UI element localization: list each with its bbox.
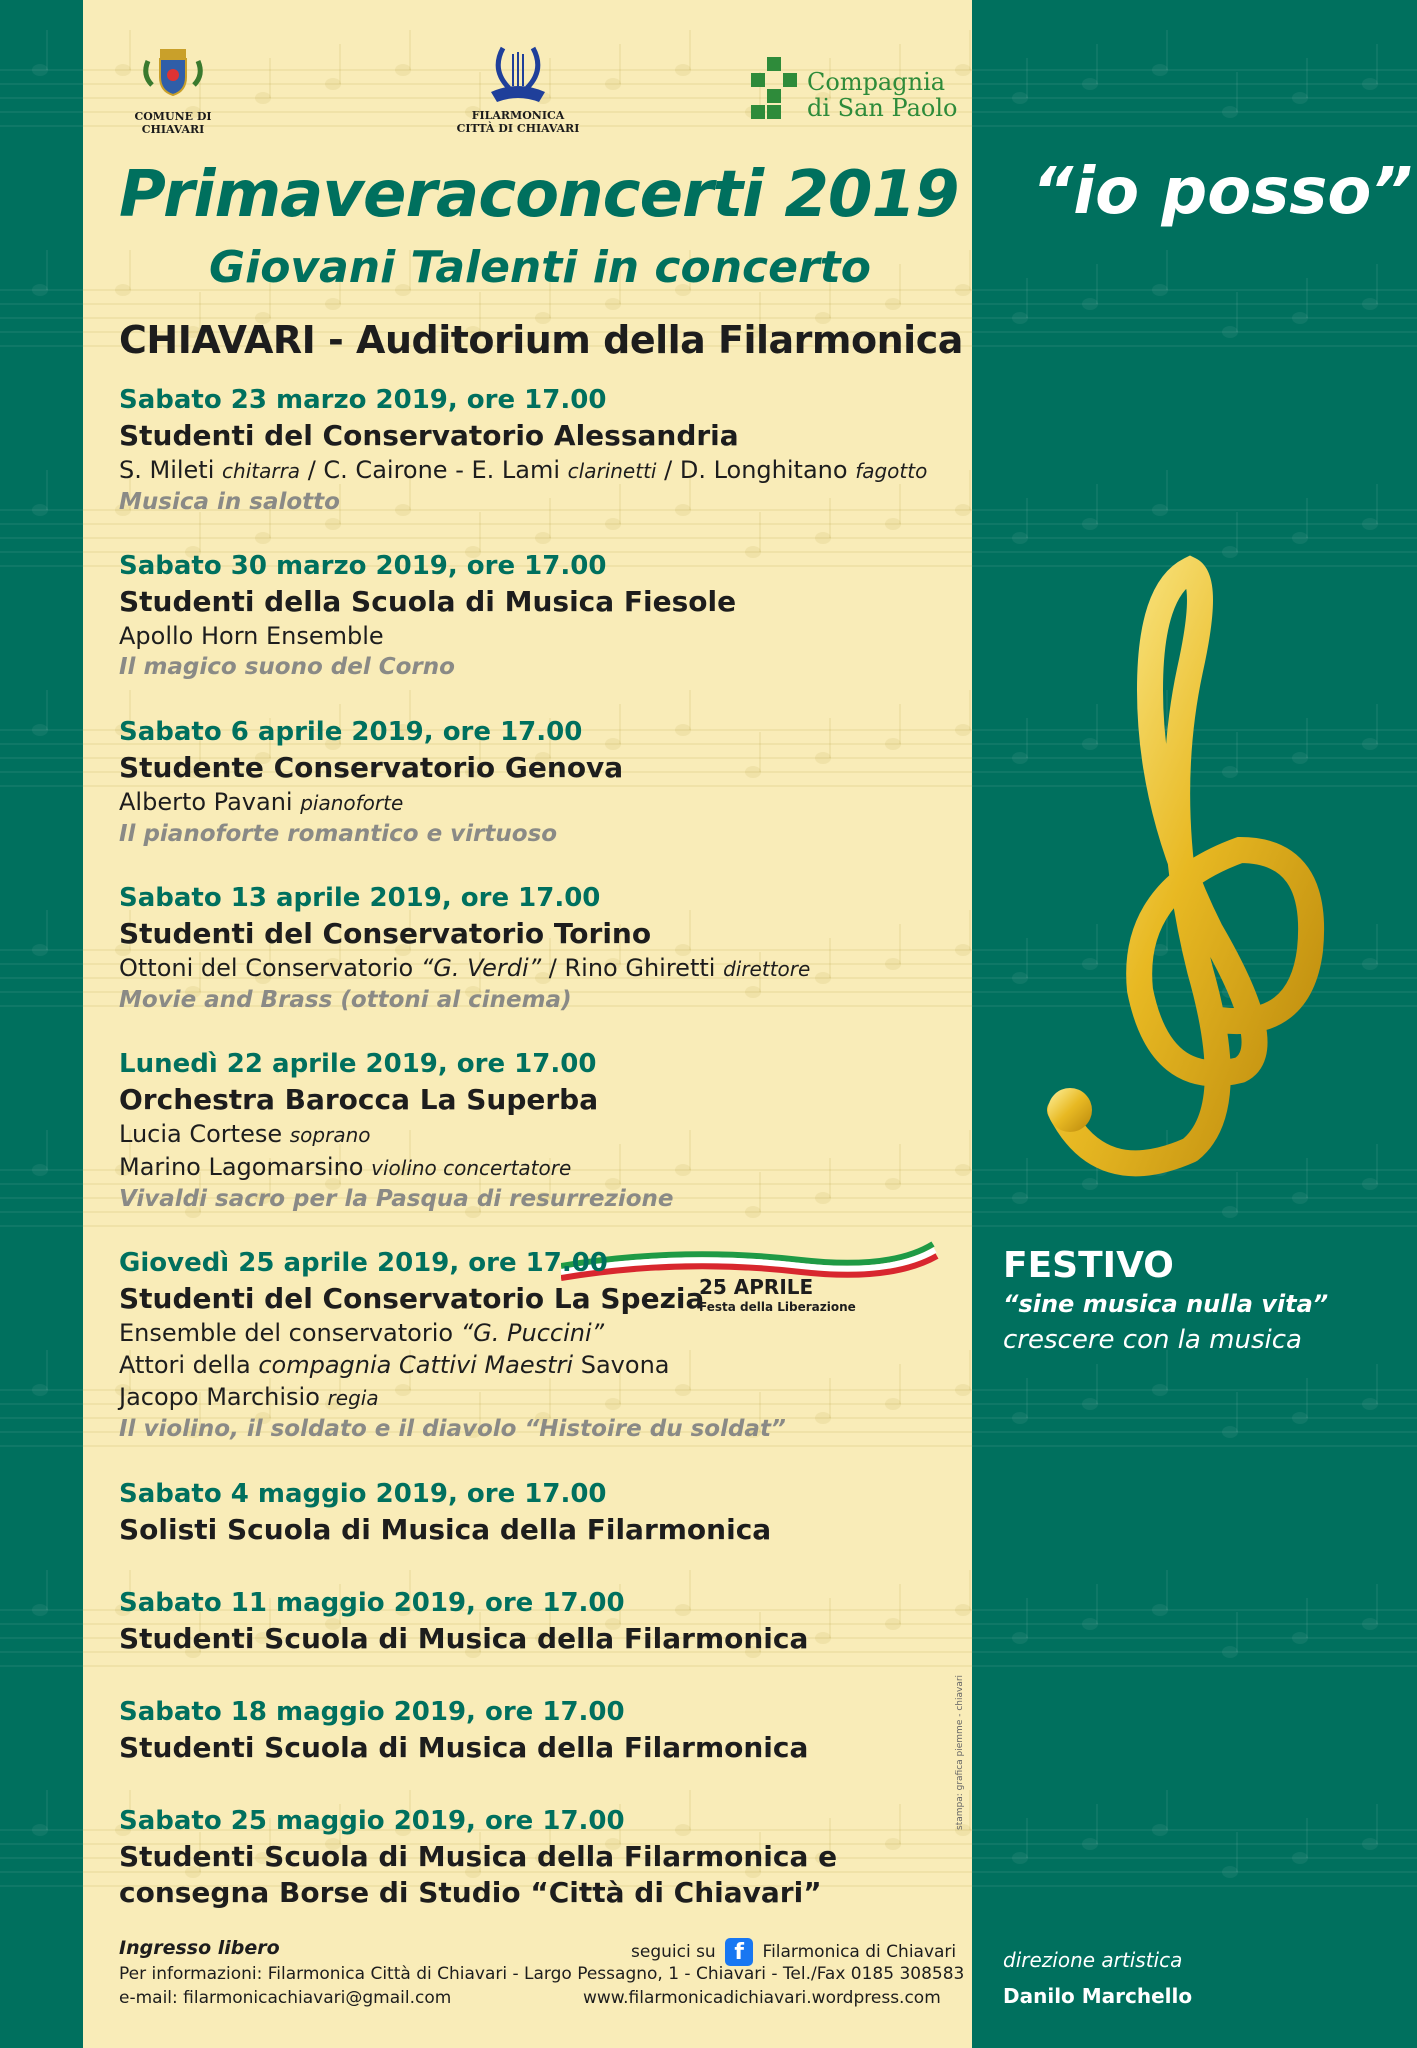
lyre-icon xyxy=(483,40,553,106)
event-item xyxy=(119,1585,959,1657)
info-line: Per informazioni: Filarmonica Città di Chiavari - Largo Pessagno, 1 - Chiavari - Tel./Fax 0185 308583 xyxy=(119,1964,965,1984)
performer-name: / Rino Ghiretti xyxy=(548,954,716,982)
event-date: Sabato 30 marzo 2019, ore 17.00 xyxy=(119,551,607,581)
event-performers xyxy=(119,1151,959,1184)
event-title: Studenti del Conservatorio La Spezia xyxy=(119,1282,705,1315)
event-program: Movie and Brass (ottoni al cinema) xyxy=(119,987,572,1013)
compagnia-label-2: di San Paolo xyxy=(807,94,958,122)
event-program: Vivaldi sacro per la Pasqua di resurrezione xyxy=(119,1186,674,1212)
venue-heading: CHIAVARI - Auditorium della Filarmonica xyxy=(119,318,963,362)
tagline: crescere con la musica xyxy=(1003,1325,1302,1355)
event-item xyxy=(119,1803,959,1911)
entry-note: Ingresso libero xyxy=(119,1937,280,1959)
page-title: Primaveraconcerti 2019 xyxy=(119,158,959,232)
filarmonica-logo xyxy=(453,40,583,135)
event-title: Studente Conservatorio Genova xyxy=(119,751,624,784)
performer-role: chitarra xyxy=(222,459,301,483)
performer-role: fagotto xyxy=(855,459,928,483)
event-title: Solisti Scuola di Musica della Filarmonica xyxy=(119,1513,772,1546)
performer-role: violino concertatore xyxy=(371,1156,572,1180)
print-credit: stampa: grafica piemme - chiavari xyxy=(955,1674,965,1830)
performer-name: Attori della xyxy=(119,1351,251,1379)
page-subtitle: Giovani Talenti in concerto xyxy=(209,242,871,293)
director-name: Danilo Marchello xyxy=(1003,1984,1193,2008)
follow-label: seguici su xyxy=(631,1942,716,1962)
event-date: Sabato 4 maggio 2019, ore 17.00 xyxy=(119,1479,607,1509)
checker-icon xyxy=(751,57,799,123)
cream-panel xyxy=(83,0,972,2048)
filarmonica-label-2: CITTÀ DI CHIAVARI xyxy=(456,122,580,135)
event-performers xyxy=(119,454,959,487)
event-item xyxy=(119,382,959,518)
april-badge-title: 25 APRILE xyxy=(699,1275,814,1299)
event-item xyxy=(119,548,959,683)
event-performers xyxy=(119,1349,959,1381)
comune-label: COMUNE DI CHIAVARI xyxy=(134,110,212,136)
event-performers xyxy=(119,1317,959,1349)
event-item xyxy=(119,1694,959,1766)
performer-name: / D. Longhitano xyxy=(664,456,848,484)
event-date: Giovedì 25 aprile 2019, ore 17.00 xyxy=(119,1248,608,1278)
event-item xyxy=(119,1046,959,1215)
performer-role: direttore xyxy=(723,957,811,981)
event-item xyxy=(119,1476,959,1548)
event-date: Lunedì 22 aprile 2019, ore 17.00 xyxy=(119,1049,597,1079)
performer-name: Alberto Pavani xyxy=(119,788,293,816)
event-date: Sabato 13 aprile 2019, ore 17.00 xyxy=(119,883,601,913)
performer-role: soprano xyxy=(289,1123,371,1147)
performer-role: clarinetti xyxy=(567,459,657,483)
event-title-line2: consegna Borse di Studio “Città di Chiavari” xyxy=(119,1876,822,1909)
compagnia-label-1: Compagnia xyxy=(807,68,946,96)
event-title: Studenti del Conservatorio Torino xyxy=(119,917,652,950)
motto: “io posso” xyxy=(1032,155,1413,229)
performer-name: / C. Cairone - E. Lami xyxy=(307,456,561,484)
performer-name: Jacopo Marchisio xyxy=(119,1383,320,1411)
event-title: Studenti del Conservatorio Alessandria xyxy=(119,419,739,452)
website-link[interactable]: www.filarmonicadichiavari.wordpress.com xyxy=(583,1988,941,2008)
event-title: Studenti Scuola di Musica della Filarmonica xyxy=(119,1622,809,1655)
comune-logo xyxy=(103,45,243,136)
performer-name: Ensemble del conservatorio xyxy=(119,1319,454,1347)
coat-of-arms-icon xyxy=(138,45,208,107)
conservatory-name: “G. Puccini” xyxy=(460,1319,605,1347)
performer-name: Marino Lagomarsino xyxy=(119,1153,364,1181)
event-title: Studenti Scuola di Musica della Filarmonica xyxy=(119,1731,809,1764)
treble-clef-icon xyxy=(1040,550,1340,1200)
event-date: Sabato 25 maggio 2019, ore 17.00 xyxy=(119,1806,625,1836)
event-date: Sabato 23 marzo 2019, ore 17.00 xyxy=(119,385,607,415)
performer-city: Savona xyxy=(580,1351,670,1379)
latin-motto: “sine musica nulla vita” xyxy=(1003,1290,1329,1318)
facebook-page-name[interactable]: Filarmonica di Chiavari xyxy=(762,1942,957,1962)
conservatory-name: “G. Verdi” xyxy=(420,954,542,982)
filarmonica-label-1: FILARMONICA xyxy=(471,109,565,122)
event-performers xyxy=(119,786,959,819)
event-date: Sabato 6 aprile 2019, ore 17.00 xyxy=(119,717,583,747)
event-program: Il pianoforte romantico e virtuoso xyxy=(119,821,558,847)
event-date: Sabato 18 maggio 2019, ore 17.00 xyxy=(119,1697,625,1727)
event-title: Orchestra Barocca La Superba xyxy=(119,1083,599,1116)
performer-name: S. Mileti xyxy=(119,456,215,484)
performer-role: pianoforte xyxy=(300,791,404,815)
festivo-label: FESTIVO xyxy=(1003,1245,1174,1286)
event-item xyxy=(119,1245,959,1445)
facebook-icon[interactable]: f xyxy=(725,1938,753,1966)
event-date: Sabato 11 maggio 2019, ore 17.00 xyxy=(119,1588,625,1618)
performer-role: regia xyxy=(327,1386,379,1410)
event-item xyxy=(119,880,959,1016)
april-badge-subtitle: Festa della Liberazione xyxy=(699,1300,856,1314)
event-program: Il violino, il soldato e il diavolo “Histoire du soldat” xyxy=(119,1416,786,1442)
company-name: compagnia Cattivi Maestri xyxy=(258,1351,574,1379)
performer-name: Lucia Cortese xyxy=(119,1120,283,1148)
event-performers: Apollo Horn Ensemble xyxy=(119,622,384,650)
event-performers xyxy=(119,952,959,985)
event-performers xyxy=(119,1381,959,1414)
event-title: Studenti Scuola di Musica della Filarmonica e xyxy=(119,1840,838,1873)
event-item xyxy=(119,714,959,850)
direction-label: direzione artistica xyxy=(1003,1948,1183,1972)
event-program: Il magico suono del Corno xyxy=(119,654,455,680)
event-program: Musica in salotto xyxy=(119,489,340,515)
event-title: Studenti della Scuola di Musica Fiesole xyxy=(119,585,737,618)
performer-name: Ottoni del Conservatorio xyxy=(119,954,414,982)
email-line[interactable]: e-mail: filarmonicachiavari@gmail.com xyxy=(119,1988,452,2008)
event-performers xyxy=(119,1118,959,1151)
